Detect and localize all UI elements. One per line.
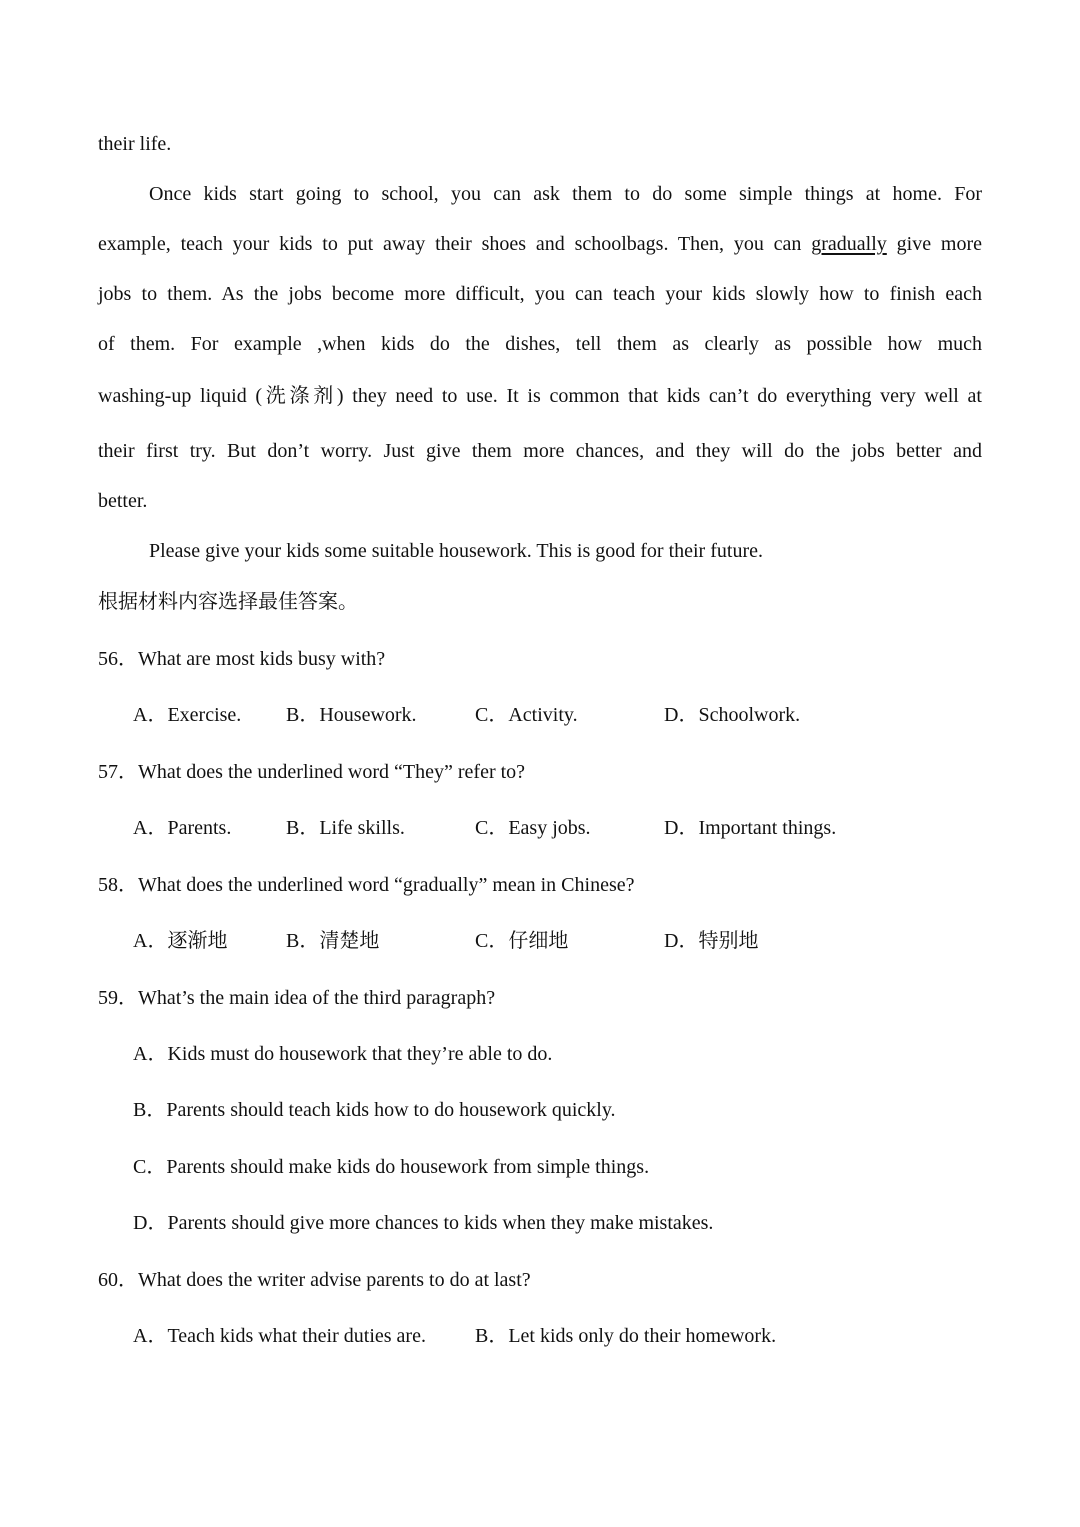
q58-option-d[interactable]: D．特别地	[664, 930, 759, 952]
question-60-stem: 60．What does the writer advise parents to do at last?	[98, 1269, 531, 1291]
q60-option-a[interactable]: A．Teach kids what their duties are.	[133, 1325, 426, 1347]
q56-option-a[interactable]: A．Exercise.	[133, 704, 242, 726]
q56-option-d[interactable]: D．Schoolwork.	[664, 704, 801, 726]
passage-line: Please give your kids some suitable housework. This is good for their future.	[149, 540, 763, 562]
passage-line: jobs to them. As the jobs become more difficult, you can teach your kids slowly how to finish each	[98, 283, 982, 305]
q57-option-c[interactable]: C．Easy jobs.	[475, 817, 591, 839]
q58-option-b[interactable]: B．清楚地	[286, 930, 380, 952]
q60-option-b[interactable]: B．Let kids only do their homework.	[475, 1325, 777, 1347]
passage-line: washing-up liquid (洗涤剂) they need to use. It is common that kids can’t do everything very well at	[98, 385, 982, 407]
question-58-stem: 58．What does the underlined word “gradually” mean in Chinese?	[98, 874, 635, 896]
underlined-word-gradually: gradually	[811, 233, 887, 255]
q57-option-d[interactable]: D．Important things.	[664, 817, 837, 839]
question-57-stem: 57．What does the underlined word “They” refer to?	[98, 761, 526, 783]
q59-option-d[interactable]: D．Parents should give more chances to kids when they make mistakes.	[133, 1212, 714, 1234]
passage-line: example, teach your kids to put away their shoes and schoolbags. Then, you can gradually give more	[98, 233, 982, 255]
passage-line: their life.	[98, 133, 172, 155]
q59-option-a[interactable]: A．Kids must do housework that they’re able to do.	[133, 1043, 553, 1065]
q56-option-b[interactable]: B．Housework.	[286, 704, 417, 726]
question-56-stem: 56．What are most kids busy with?	[98, 648, 386, 670]
passage-line: Once kids start going to school, you can ask them to do some simple things at home. For	[149, 183, 982, 205]
q56-option-c[interactable]: C．Activity.	[475, 704, 578, 726]
q59-option-c[interactable]: C．Parents should make kids do housework from simple things.	[133, 1156, 650, 1178]
question-59-stem: 59．What’s the main idea of the third paragraph?	[98, 987, 496, 1009]
q58-option-c[interactable]: C．仔细地	[475, 930, 569, 952]
q58-option-a[interactable]: A．逐渐地	[133, 930, 228, 952]
passage-line: their first try. But don’t worry. Just give them more chances, and they will do the jobs better and	[98, 440, 982, 462]
passage-line: better.	[98, 490, 148, 512]
passage-line: of them. For example ,when kids do the dishes, tell them as clearly as possible how much	[98, 333, 982, 355]
q57-option-a[interactable]: A．Parents.	[133, 817, 232, 839]
q59-option-b[interactable]: B．Parents should teach kids how to do housework quickly.	[133, 1099, 616, 1121]
q57-option-b[interactable]: B．Life skills.	[286, 817, 405, 839]
instruction: 根据材料内容选择最佳答案。	[98, 591, 358, 613]
